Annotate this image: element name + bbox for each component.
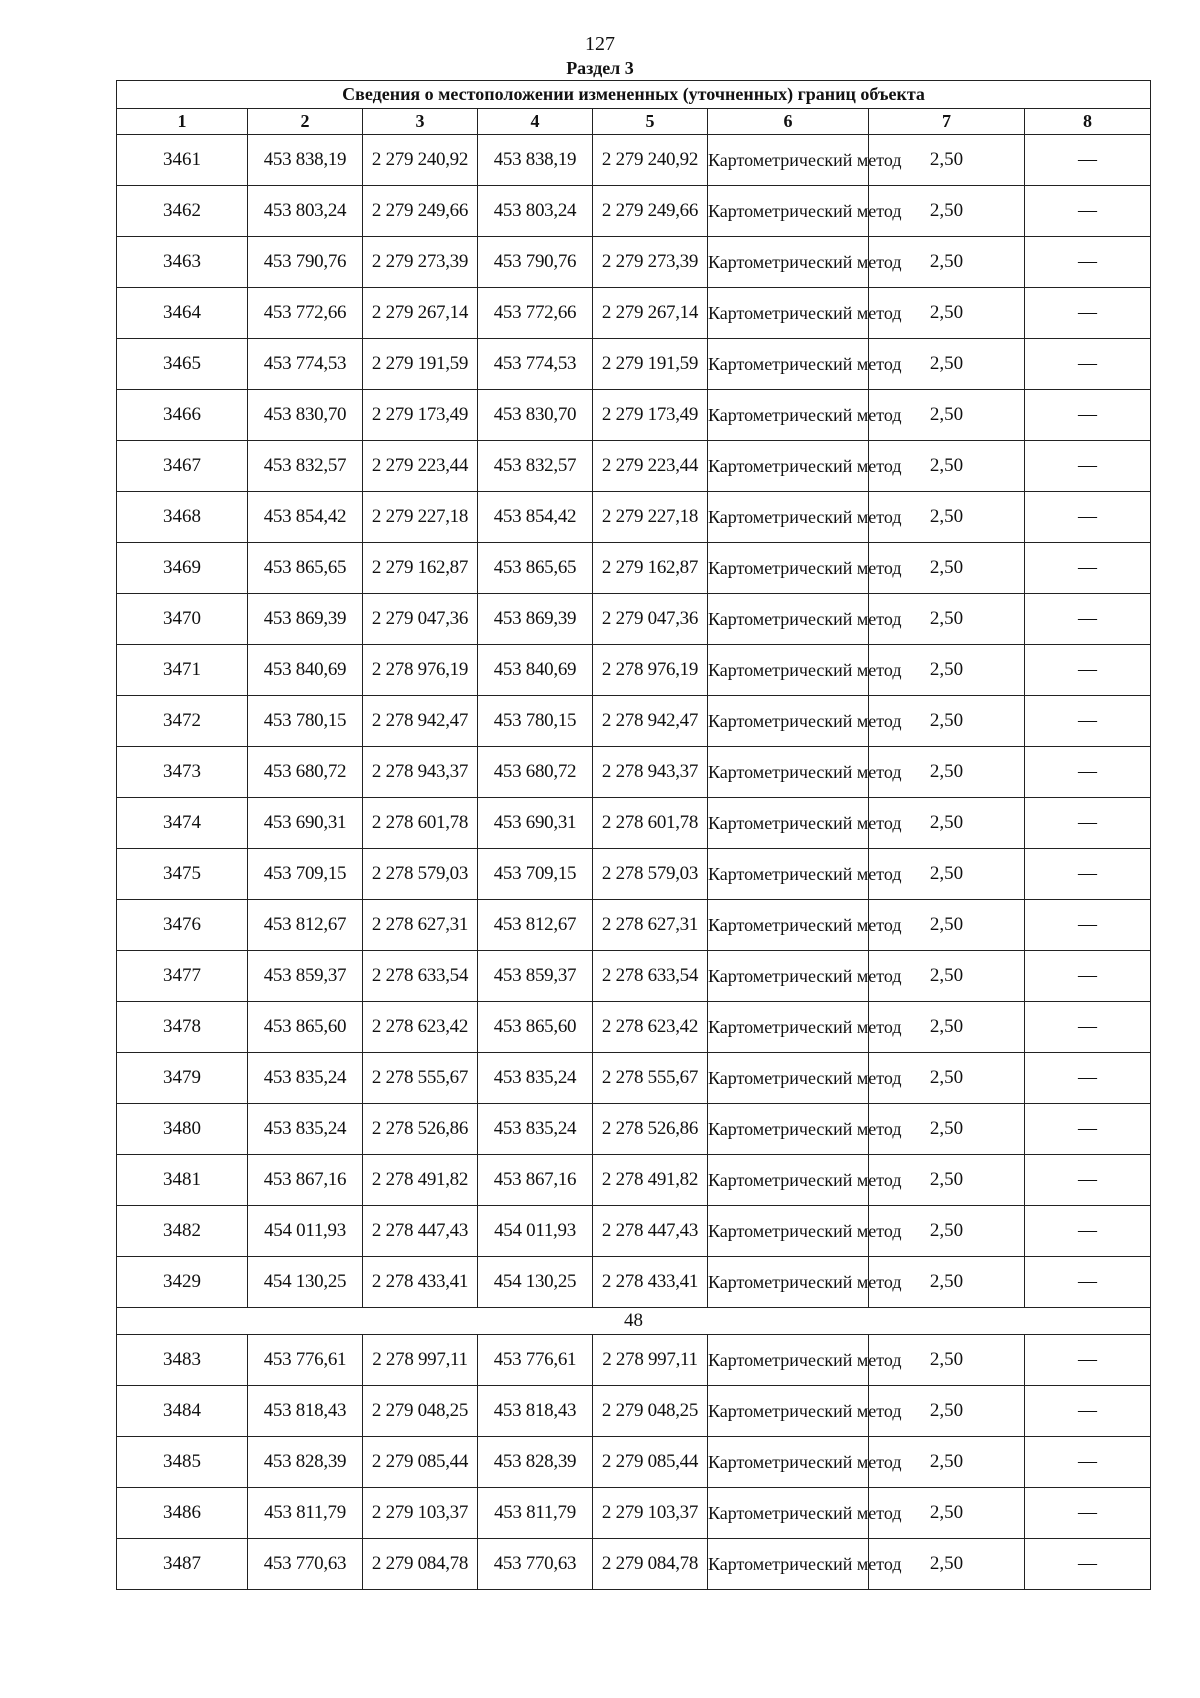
x-new-cell: 453 690,31 — [478, 798, 593, 849]
x-old-cell: 453 690,31 — [248, 798, 363, 849]
y-new-cell: 2 279 173,49 — [593, 390, 708, 441]
section-title: Раздел 3 — [566, 58, 634, 78]
method-cell: Картометрический метод — [708, 747, 869, 798]
accuracy-cell: 2,50 — [869, 1104, 1025, 1155]
description-cell: — — [1025, 441, 1151, 492]
x-new-cell: 453 803,24 — [478, 186, 593, 237]
description-cell: — — [1025, 135, 1151, 186]
y-new-cell: 2 278 627,31 — [593, 900, 708, 951]
y-old-cell: 2 279 085,44 — [363, 1437, 478, 1488]
x-new-cell: 453 865,60 — [478, 1002, 593, 1053]
x-new-cell: 453 832,57 — [478, 441, 593, 492]
y-new-cell: 2 278 555,67 — [593, 1053, 708, 1104]
y-old-cell: 2 279 240,92 — [363, 135, 478, 186]
method-cell: Картометрический метод — [708, 900, 869, 951]
y-old-cell: 2 279 249,66 — [363, 186, 478, 237]
x-old-cell: 454 011,93 — [248, 1206, 363, 1257]
accuracy-cell: 2,50 — [869, 1539, 1025, 1590]
table-row — [117, 798, 1151, 849]
table-row — [117, 288, 1151, 339]
column-header: 3 — [363, 109, 478, 135]
y-old-cell: 2 279 084,78 — [363, 1539, 478, 1590]
table-row — [117, 1257, 1151, 1308]
y-old-cell: 2 279 162,87 — [363, 543, 478, 594]
table-row — [117, 441, 1151, 492]
y-new-cell: 2 279 048,25 — [593, 1386, 708, 1437]
method-cell: Картометрический метод — [708, 1335, 869, 1386]
accuracy-cell: 2,50 — [869, 1002, 1025, 1053]
x-new-cell: 453 840,69 — [478, 645, 593, 696]
x-old-cell: 453 830,70 — [248, 390, 363, 441]
boundary-coordinates-table — [116, 80, 1151, 1590]
method-cell: Картометрический метод — [708, 339, 869, 390]
point-number-cell: 3461 — [117, 135, 248, 186]
description-cell: — — [1025, 849, 1151, 900]
y-new-cell: 2 279 267,14 — [593, 288, 708, 339]
y-new-cell: 2 278 623,42 — [593, 1002, 708, 1053]
description-cell: — — [1025, 1155, 1151, 1206]
y-old-cell: 2 278 627,31 — [363, 900, 478, 951]
point-number-cell: 3429 — [117, 1257, 248, 1308]
y-old-cell: 2 278 601,78 — [363, 798, 478, 849]
method-cell: Картометрический метод — [708, 696, 869, 747]
method-cell: Картометрический метод — [708, 237, 869, 288]
y-new-cell: 2 279 227,18 — [593, 492, 708, 543]
x-new-cell: 453 774,53 — [478, 339, 593, 390]
accuracy-cell: 2,50 — [869, 492, 1025, 543]
table-row — [117, 1053, 1151, 1104]
point-number-cell: 3465 — [117, 339, 248, 390]
x-old-cell: 453 859,37 — [248, 951, 363, 1002]
description-cell: — — [1025, 1386, 1151, 1437]
method-cell: Картометрический метод — [708, 1488, 869, 1539]
x-new-cell: 453 680,72 — [478, 747, 593, 798]
method-cell: Картометрический метод — [708, 1053, 869, 1104]
method-cell: Картометрический метод — [708, 849, 869, 900]
column-header: 5 — [593, 109, 708, 135]
x-new-cell: 453 780,15 — [478, 696, 593, 747]
y-new-cell: 2 279 047,36 — [593, 594, 708, 645]
y-old-cell: 2 279 267,14 — [363, 288, 478, 339]
x-new-cell: 454 130,25 — [478, 1257, 593, 1308]
y-new-cell: 2 278 942,47 — [593, 696, 708, 747]
x-new-cell: 453 828,39 — [478, 1437, 593, 1488]
table-row — [117, 1155, 1151, 1206]
y-new-cell: 2 279 191,59 — [593, 339, 708, 390]
method-cell: Картометрический метод — [708, 1539, 869, 1590]
y-old-cell: 2 278 555,67 — [363, 1053, 478, 1104]
point-number-cell: 3480 — [117, 1104, 248, 1155]
point-number-cell: 3479 — [117, 1053, 248, 1104]
y-new-cell: 2 278 433,41 — [593, 1257, 708, 1308]
method-cell: Картометрический метод — [708, 1437, 869, 1488]
point-number-cell: 3462 — [117, 186, 248, 237]
y-new-cell: 2 278 997,11 — [593, 1335, 708, 1386]
y-old-cell: 2 278 433,41 — [363, 1257, 478, 1308]
accuracy-cell: 2,50 — [869, 1488, 1025, 1539]
method-cell: Картометрический метод — [708, 951, 869, 1002]
y-old-cell: 2 278 943,37 — [363, 747, 478, 798]
point-number-cell: 3478 — [117, 1002, 248, 1053]
accuracy-cell: 2,50 — [869, 390, 1025, 441]
y-new-cell: 2 279 084,78 — [593, 1539, 708, 1590]
x-new-cell: 453 838,19 — [478, 135, 593, 186]
x-old-cell: 453 818,43 — [248, 1386, 363, 1437]
accuracy-cell: 2,50 — [869, 186, 1025, 237]
description-cell: — — [1025, 1335, 1151, 1386]
point-number-cell: 3476 — [117, 900, 248, 951]
accuracy-cell: 2,50 — [869, 1206, 1025, 1257]
x-old-cell: 453 774,53 — [248, 339, 363, 390]
table-row — [117, 594, 1151, 645]
point-number-cell: 3485 — [117, 1437, 248, 1488]
column-header: 8 — [1025, 109, 1151, 135]
method-cell: Картометрический метод — [708, 1386, 869, 1437]
y-new-cell: 2 279 240,92 — [593, 135, 708, 186]
column-header: 7 — [869, 109, 1025, 135]
x-old-cell: 453 854,42 — [248, 492, 363, 543]
y-old-cell: 2 279 048,25 — [363, 1386, 478, 1437]
x-old-cell: 454 130,25 — [248, 1257, 363, 1308]
method-cell: Картометрический метод — [708, 1104, 869, 1155]
description-cell: — — [1025, 543, 1151, 594]
point-number-cell: 3463 — [117, 237, 248, 288]
x-new-cell: 453 859,37 — [478, 951, 593, 1002]
x-old-cell: 453 709,15 — [248, 849, 363, 900]
y-old-cell: 2 278 491,82 — [363, 1155, 478, 1206]
table-row — [117, 1488, 1151, 1539]
accuracy-cell: 2,50 — [869, 951, 1025, 1002]
point-number-cell: 3482 — [117, 1206, 248, 1257]
point-number-cell: 3473 — [117, 747, 248, 798]
description-cell: — — [1025, 696, 1151, 747]
x-new-cell: 453 830,70 — [478, 390, 593, 441]
x-new-cell: 453 867,16 — [478, 1155, 593, 1206]
description-cell: — — [1025, 798, 1151, 849]
point-number-cell: 3475 — [117, 849, 248, 900]
method-cell: Картометрический метод — [708, 645, 869, 696]
accuracy-cell: 2,50 — [869, 339, 1025, 390]
contour-group-row — [117, 1308, 1151, 1335]
x-new-cell: 453 812,67 — [478, 900, 593, 951]
x-new-cell: 453 709,15 — [478, 849, 593, 900]
description-cell: — — [1025, 900, 1151, 951]
y-old-cell: 2 278 579,03 — [363, 849, 478, 900]
y-old-cell: 2 278 997,11 — [363, 1335, 478, 1386]
table-row — [117, 135, 1151, 186]
x-old-cell: 453 838,19 — [248, 135, 363, 186]
x-new-cell: 453 790,76 — [478, 237, 593, 288]
method-cell: Картометрический метод — [708, 288, 869, 339]
point-number-cell: 3470 — [117, 594, 248, 645]
description-cell: — — [1025, 339, 1151, 390]
table-body — [117, 135, 1151, 1590]
x-old-cell: 453 770,63 — [248, 1539, 363, 1590]
description-cell: — — [1025, 492, 1151, 543]
description-cell: — — [1025, 237, 1151, 288]
y-old-cell: 2 278 623,42 — [363, 1002, 478, 1053]
method-cell: Картометрический метод — [708, 492, 869, 543]
y-new-cell: 2 279 223,44 — [593, 441, 708, 492]
point-number-cell: 3471 — [117, 645, 248, 696]
table-row — [117, 1386, 1151, 1437]
accuracy-cell: 2,50 — [869, 645, 1025, 696]
accuracy-cell: 2,50 — [869, 747, 1025, 798]
accuracy-cell: 2,50 — [869, 1437, 1025, 1488]
x-new-cell: 453 854,42 — [478, 492, 593, 543]
method-cell: Картометрический метод — [708, 441, 869, 492]
point-number-cell: 3487 — [117, 1539, 248, 1590]
y-new-cell: 2 279 273,39 — [593, 237, 708, 288]
table-row — [117, 237, 1151, 288]
y-old-cell: 2 278 526,86 — [363, 1104, 478, 1155]
table-row — [117, 1104, 1151, 1155]
x-new-cell: 453 772,66 — [478, 288, 593, 339]
method-cell: Картометрический метод — [708, 594, 869, 645]
point-number-cell: 3481 — [117, 1155, 248, 1206]
method-cell: Картометрический метод — [708, 1002, 869, 1053]
table-row — [117, 900, 1151, 951]
x-new-cell: 454 011,93 — [478, 1206, 593, 1257]
table-row — [117, 1335, 1151, 1386]
x-old-cell: 453 840,69 — [248, 645, 363, 696]
point-number-cell: 3486 — [117, 1488, 248, 1539]
y-new-cell: 2 278 491,82 — [593, 1155, 708, 1206]
x-new-cell: 453 865,65 — [478, 543, 593, 594]
x-new-cell: 453 776,61 — [478, 1335, 593, 1386]
method-cell: Картометрический метод — [708, 798, 869, 849]
x-old-cell: 453 869,39 — [248, 594, 363, 645]
y-old-cell: 2 278 976,19 — [363, 645, 478, 696]
y-old-cell: 2 279 191,59 — [363, 339, 478, 390]
description-cell: — — [1025, 1206, 1151, 1257]
point-number-cell: 3469 — [117, 543, 248, 594]
table-row — [117, 186, 1151, 237]
accuracy-cell: 2,50 — [869, 441, 1025, 492]
accuracy-cell: 2,50 — [869, 237, 1025, 288]
description-cell: — — [1025, 390, 1151, 441]
description-cell: — — [1025, 1437, 1151, 1488]
description-cell: — — [1025, 288, 1151, 339]
y-new-cell: 2 279 103,37 — [593, 1488, 708, 1539]
y-new-cell: 2 279 085,44 — [593, 1437, 708, 1488]
x-old-cell: 453 680,72 — [248, 747, 363, 798]
y-old-cell: 2 278 942,47 — [363, 696, 478, 747]
x-old-cell: 453 865,60 — [248, 1002, 363, 1053]
x-old-cell: 453 865,65 — [248, 543, 363, 594]
x-new-cell: 453 835,24 — [478, 1053, 593, 1104]
x-old-cell: 453 835,24 — [248, 1104, 363, 1155]
column-header-row — [117, 109, 1151, 135]
x-new-cell: 453 811,79 — [478, 1488, 593, 1539]
x-new-cell: 453 770,63 — [478, 1539, 593, 1590]
table-caption: Сведения о местоположении измененных (уточненных) границ объекта — [117, 81, 1151, 109]
point-number-cell: 3468 — [117, 492, 248, 543]
page-number: 127 — [585, 33, 615, 55]
accuracy-cell: 2,50 — [869, 135, 1025, 186]
table-row — [117, 543, 1151, 594]
description-cell: — — [1025, 747, 1151, 798]
point-number-cell: 3483 — [117, 1335, 248, 1386]
table-row — [117, 645, 1151, 696]
table-row — [117, 1539, 1151, 1590]
y-old-cell: 2 279 103,37 — [363, 1488, 478, 1539]
y-new-cell: 2 278 976,19 — [593, 645, 708, 696]
accuracy-cell: 2,50 — [869, 543, 1025, 594]
method-cell: Картометрический метод — [708, 1206, 869, 1257]
x-old-cell: 453 832,57 — [248, 441, 363, 492]
x-old-cell: 453 776,61 — [248, 1335, 363, 1386]
method-cell: Картометрический метод — [708, 1155, 869, 1206]
contour-number: 48 — [117, 1308, 1151, 1335]
table-row — [117, 339, 1151, 390]
table-row — [117, 1437, 1151, 1488]
accuracy-cell: 2,50 — [869, 1335, 1025, 1386]
accuracy-cell: 2,50 — [869, 696, 1025, 747]
y-new-cell: 2 279 249,66 — [593, 186, 708, 237]
y-old-cell: 2 279 273,39 — [363, 237, 478, 288]
accuracy-cell: 2,50 — [869, 1155, 1025, 1206]
y-new-cell: 2 278 601,78 — [593, 798, 708, 849]
x-new-cell: 453 869,39 — [478, 594, 593, 645]
y-old-cell: 2 278 633,54 — [363, 951, 478, 1002]
accuracy-cell: 2,50 — [869, 1257, 1025, 1308]
point-number-cell: 3472 — [117, 696, 248, 747]
method-cell: Картометрический метод — [708, 135, 869, 186]
description-cell: — — [1025, 1539, 1151, 1590]
y-new-cell: 2 278 633,54 — [593, 951, 708, 1002]
y-new-cell: 2 278 579,03 — [593, 849, 708, 900]
column-header: 1 — [117, 109, 248, 135]
x-old-cell: 453 835,24 — [248, 1053, 363, 1104]
column-header: 2 — [248, 109, 363, 135]
description-cell: — — [1025, 951, 1151, 1002]
accuracy-cell: 2,50 — [869, 1386, 1025, 1437]
x-old-cell: 453 811,79 — [248, 1488, 363, 1539]
y-new-cell: 2 278 526,86 — [593, 1104, 708, 1155]
y-old-cell: 2 278 447,43 — [363, 1206, 478, 1257]
point-number-cell: 3474 — [117, 798, 248, 849]
description-cell: — — [1025, 1053, 1151, 1104]
accuracy-cell: 2,50 — [869, 798, 1025, 849]
table-row — [117, 747, 1151, 798]
point-number-cell: 3464 — [117, 288, 248, 339]
x-old-cell: 453 772,66 — [248, 288, 363, 339]
y-old-cell: 2 279 173,49 — [363, 390, 478, 441]
method-cell: Картометрический метод — [708, 1257, 869, 1308]
accuracy-cell: 2,50 — [869, 288, 1025, 339]
description-cell: — — [1025, 1002, 1151, 1053]
table-row — [117, 492, 1151, 543]
x-old-cell: 453 780,15 — [248, 696, 363, 747]
table-row — [117, 696, 1151, 747]
y-new-cell: 2 278 447,43 — [593, 1206, 708, 1257]
description-cell: — — [1025, 645, 1151, 696]
accuracy-cell: 2,50 — [869, 900, 1025, 951]
column-header: 4 — [478, 109, 593, 135]
y-new-cell: 2 278 943,37 — [593, 747, 708, 798]
x-old-cell: 453 812,67 — [248, 900, 363, 951]
x-old-cell: 453 828,39 — [248, 1437, 363, 1488]
x-old-cell: 453 803,24 — [248, 186, 363, 237]
description-cell: — — [1025, 186, 1151, 237]
description-cell: — — [1025, 1257, 1151, 1308]
column-header: 6 — [708, 109, 869, 135]
table-row — [117, 1002, 1151, 1053]
x-new-cell: 453 835,24 — [478, 1104, 593, 1155]
y-old-cell: 2 279 227,18 — [363, 492, 478, 543]
accuracy-cell: 2,50 — [869, 1053, 1025, 1104]
point-number-cell: 3477 — [117, 951, 248, 1002]
description-cell: — — [1025, 1488, 1151, 1539]
y-old-cell: 2 279 047,36 — [363, 594, 478, 645]
x-old-cell: 453 790,76 — [248, 237, 363, 288]
method-cell: Картометрический метод — [708, 543, 869, 594]
method-cell: Картометрический метод — [708, 390, 869, 441]
point-number-cell: 3484 — [117, 1386, 248, 1437]
accuracy-cell: 2,50 — [869, 849, 1025, 900]
method-cell: Картометрический метод — [708, 186, 869, 237]
table-row — [117, 1206, 1151, 1257]
point-number-cell: 3467 — [117, 441, 248, 492]
y-new-cell: 2 279 162,87 — [593, 543, 708, 594]
table-row — [117, 390, 1151, 441]
description-cell: — — [1025, 594, 1151, 645]
table-row — [117, 951, 1151, 1002]
point-number-cell: 3466 — [117, 390, 248, 441]
y-old-cell: 2 279 223,44 — [363, 441, 478, 492]
table-row — [117, 849, 1151, 900]
description-cell: — — [1025, 1104, 1151, 1155]
x-new-cell: 453 818,43 — [478, 1386, 593, 1437]
accuracy-cell: 2,50 — [869, 594, 1025, 645]
x-old-cell: 453 867,16 — [248, 1155, 363, 1206]
